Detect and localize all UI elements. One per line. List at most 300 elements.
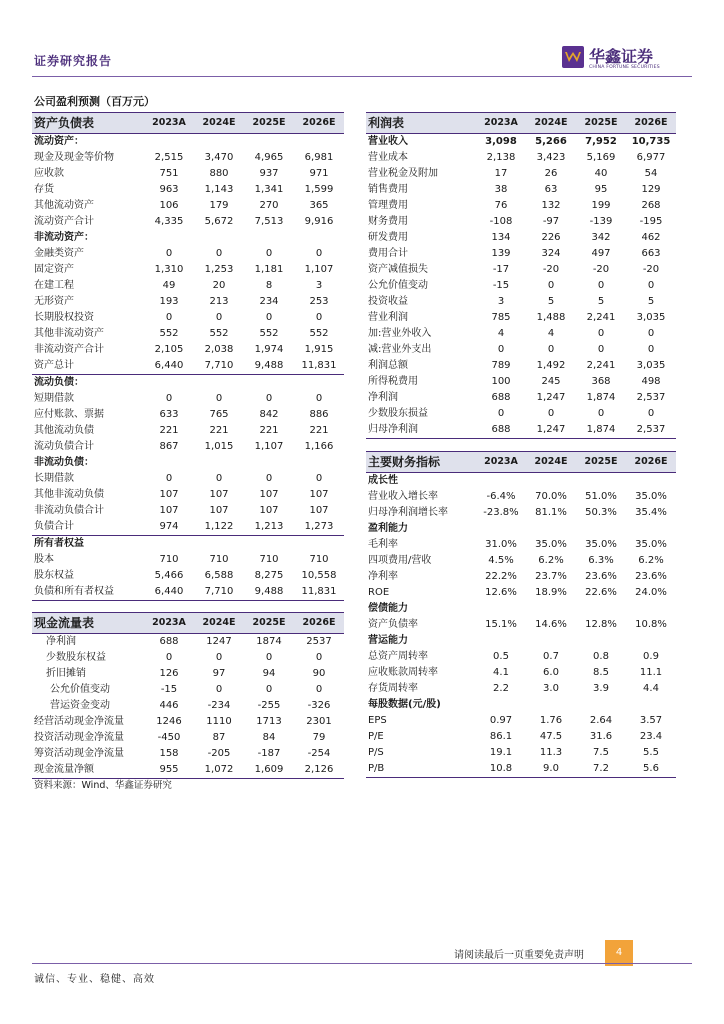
cell-value: 1,874 <box>586 392 616 403</box>
cell-value: -20 <box>542 264 560 275</box>
row-label: 负债合计 <box>34 521 74 532</box>
table-row <box>366 617 676 633</box>
table-row <box>366 505 676 521</box>
cell-value: 842 <box>259 409 279 420</box>
cell-value: 880 <box>209 168 229 179</box>
row-label: 所有者权益 <box>32 536 144 553</box>
cell-value: 0 <box>265 473 273 484</box>
row-label: 资产减值损失 <box>368 264 428 275</box>
cell-value: 2,126 <box>294 762 344 779</box>
cell-value: 937 <box>259 168 279 179</box>
cell-value: 5 <box>597 296 605 307</box>
cell-value: 0 <box>547 344 555 355</box>
row-label: 非流动资产合计 <box>34 344 104 355</box>
year-header: 2023A <box>144 113 194 134</box>
cell-value: 94 <box>262 668 276 679</box>
cell-value <box>144 375 194 392</box>
cell-value: 1,015 <box>204 441 234 452</box>
table-row <box>32 391 344 407</box>
cell-value: 84 <box>262 732 276 743</box>
table-header-row <box>366 113 676 134</box>
cell-value: 8 <box>265 280 273 291</box>
cell-value: 24.0% <box>635 587 667 598</box>
cell-value: 710 <box>259 554 279 565</box>
year-header: 2026E <box>294 613 344 634</box>
cell-value: 688 <box>476 422 526 439</box>
cell-value: 7,513 <box>254 216 284 227</box>
footer-divider <box>32 963 692 964</box>
cell-value: 552 <box>209 328 229 339</box>
row-label: ROE <box>368 587 390 598</box>
table-row <box>366 553 676 569</box>
row-label: 无形资产 <box>34 296 74 307</box>
table-row <box>366 633 676 649</box>
cell-value: 0 <box>165 652 173 663</box>
table-row <box>366 601 676 617</box>
table-row <box>366 521 676 537</box>
cell-value <box>244 134 294 151</box>
cell-value: 3.57 <box>639 715 663 726</box>
cell-value: 1,247 <box>526 422 576 439</box>
row-label: 在建工程 <box>34 280 74 291</box>
cell-value: 0 <box>165 393 173 404</box>
cell-value: 2,038 <box>204 344 234 355</box>
row-label: 投资收益 <box>368 296 408 307</box>
row-label: 营运能力 <box>368 635 408 646</box>
row-label: 应收款 <box>34 168 64 179</box>
cell-value <box>576 521 626 537</box>
cell-value: 1,915 <box>304 344 334 355</box>
table-row <box>32 682 344 698</box>
cell-value: 179 <box>209 200 229 211</box>
cell-value: 5,466 <box>154 570 184 581</box>
cell-value <box>244 455 294 471</box>
cell-value: 0 <box>315 473 323 484</box>
cell-value: 63 <box>544 184 558 195</box>
cell-value: 97 <box>212 668 226 679</box>
cell-value: 3 <box>315 280 323 291</box>
cell-value: 633 <box>159 409 179 420</box>
table-row <box>366 713 676 729</box>
cell-value <box>626 601 676 617</box>
row-label: 净利润 <box>368 392 398 403</box>
table-row <box>32 634 344 651</box>
cell-value: 35.0% <box>635 539 667 550</box>
table-header-row <box>32 113 344 134</box>
cell-value: 31.0% <box>485 539 517 550</box>
cell-value: -23.8% <box>483 507 519 518</box>
table-row <box>366 665 676 681</box>
cell-value: 462 <box>641 232 661 243</box>
cell-value: 132 <box>541 200 561 211</box>
cell-value: 0 <box>497 344 505 355</box>
row-label: 营业成本 <box>368 152 408 163</box>
cell-value: 2,241 <box>586 360 616 371</box>
logo-icon <box>562 46 584 68</box>
row-label: 四项费用/营收 <box>368 555 432 566</box>
table-row <box>32 278 344 294</box>
cell-value <box>244 230 294 246</box>
cell-value <box>244 375 294 392</box>
cell-value: 11,831 <box>294 584 344 601</box>
cell-value: 129 <box>641 184 661 195</box>
cell-value: -254 <box>307 748 331 759</box>
table-row <box>32 714 344 730</box>
row-label: 营业收入增长率 <box>368 491 438 502</box>
cell-value: 35.0% <box>535 539 567 550</box>
cell-value: -6.4% <box>486 491 516 502</box>
cell-value: 1,107 <box>304 264 334 275</box>
cell-value: 0 <box>215 393 223 404</box>
cell-value: 0 <box>647 408 655 419</box>
cell-value: -97 <box>542 216 560 227</box>
cell-value <box>526 601 576 617</box>
cell-value: -139 <box>589 216 613 227</box>
cell-value: 9,488 <box>244 584 294 601</box>
cell-value: 18.9% <box>535 587 567 598</box>
cell-value <box>476 697 526 713</box>
cell-value: 0 <box>597 280 605 291</box>
cell-value: 107 <box>309 489 329 500</box>
cell-value: 1,253 <box>204 264 234 275</box>
cell-value: 2537 <box>306 636 332 647</box>
cell-value: 7,710 <box>194 584 244 601</box>
row-label: 现金流量净额 <box>32 762 144 779</box>
table-row <box>32 358 344 375</box>
cell-value: -195 <box>639 216 663 227</box>
cell-value: 221 <box>259 425 279 436</box>
cell-value: 2.64 <box>589 715 613 726</box>
cell-value: 4 <box>497 328 505 339</box>
table-row <box>366 294 676 310</box>
row-label: 长期借款 <box>34 473 74 484</box>
cell-value: 368 <box>591 376 611 387</box>
year-header: 2024E <box>526 113 576 134</box>
table-row <box>366 697 676 713</box>
cell-value: 95 <box>594 184 608 195</box>
cell-value: 107 <box>259 489 279 500</box>
table-row <box>366 342 676 358</box>
cell-value: 0 <box>647 344 655 355</box>
cell-value: 0 <box>497 408 505 419</box>
cell-value: 8,275 <box>254 570 284 581</box>
cell-value: 22.6% <box>585 587 617 598</box>
cell-value: 106 <box>159 200 179 211</box>
cell-value: -17 <box>492 264 510 275</box>
table-row <box>32 166 344 182</box>
row-label: 营运资金变动 <box>50 700 110 711</box>
cell-value <box>576 633 626 649</box>
cell-value: 1247 <box>206 636 232 647</box>
cell-value: 2301 <box>306 716 332 727</box>
table-row <box>32 423 344 439</box>
table-row <box>32 134 344 151</box>
cell-value: 107 <box>159 505 179 516</box>
cell-value: 6,588 <box>204 570 234 581</box>
cell-value: 17 <box>494 168 508 179</box>
data-source-note: 资料来源：Wind、华鑫证券研究 <box>34 780 172 791</box>
balance-sheet-table <box>32 112 344 601</box>
cell-value: 1,166 <box>304 441 334 452</box>
row-label: 短期借款 <box>34 393 74 404</box>
row-label: 净利率 <box>368 571 398 582</box>
cell-value: -450 <box>157 732 181 743</box>
cell-value: 0 <box>215 312 223 323</box>
table-row <box>366 406 676 422</box>
cell-value: 221 <box>309 425 329 436</box>
row-label: 公允价值变动 <box>50 684 110 695</box>
row-label: 非流动负债： <box>34 457 94 468</box>
cell-value: 342 <box>591 232 611 243</box>
row-label: 其他非流动负债 <box>34 489 104 500</box>
cell-value: 0.8 <box>593 651 609 662</box>
row-label: 少数股东损益 <box>368 408 428 419</box>
cell-value: 0 <box>215 684 223 695</box>
table-header-row <box>366 452 676 473</box>
cell-value: 6.3% <box>588 555 614 566</box>
cell-value: 35.0% <box>585 539 617 550</box>
table-row <box>32 326 344 342</box>
cell-value: 867 <box>159 441 179 452</box>
row-label: 存货周转率 <box>368 683 418 694</box>
cell-value: 0 <box>597 344 605 355</box>
cell-value: 1713 <box>256 716 282 727</box>
cell-value: 49 <box>162 280 176 291</box>
table-row <box>366 569 676 585</box>
table-row <box>366 745 676 761</box>
cell-value <box>576 697 626 713</box>
cell-value: 86.1 <box>489 731 513 742</box>
cell-value <box>144 230 194 246</box>
table-row <box>32 552 344 568</box>
cell-value: 11.3 <box>539 747 563 758</box>
table-row <box>366 761 676 778</box>
table-row <box>32 503 344 519</box>
cell-value: 199 <box>591 200 611 211</box>
cell-value: 31.6 <box>589 731 613 742</box>
cell-value: -108 <box>489 216 513 227</box>
row-label: 偿债能力 <box>368 603 408 614</box>
cell-value: 12.6% <box>485 587 517 598</box>
cell-value: 0 <box>315 684 323 695</box>
cell-value: 81.1% <box>535 507 567 518</box>
table-row <box>366 198 676 214</box>
table-row <box>32 198 344 214</box>
cell-value: 268 <box>641 200 661 211</box>
cell-value <box>144 536 194 553</box>
cell-value: 9,488 <box>254 360 284 371</box>
row-label: 经营活动现金净流量 <box>34 716 124 727</box>
year-header: 2025E <box>244 613 294 634</box>
table-row <box>32 698 344 714</box>
table-title: 资产负债表 <box>32 113 144 134</box>
table-row <box>32 375 344 392</box>
table-row <box>366 729 676 745</box>
cell-value: 0.5 <box>493 651 509 662</box>
cell-value: 1,488 <box>536 312 566 323</box>
cell-value: 710 <box>159 554 179 565</box>
cell-value <box>576 473 626 490</box>
cell-value: 0 <box>315 393 323 404</box>
cell-value: 552 <box>159 328 179 339</box>
cell-value: 3,035 <box>636 360 666 371</box>
cell-value: 47.5 <box>539 731 563 742</box>
row-label: 投资活动现金净流量 <box>34 732 124 743</box>
cell-value: 688 <box>159 636 179 647</box>
cell-value: -326 <box>307 700 331 711</box>
cell-value: 971 <box>309 168 329 179</box>
cell-value: 90 <box>312 668 326 679</box>
cell-value: 446 <box>159 700 179 711</box>
table-row <box>366 230 676 246</box>
table-row <box>366 310 676 326</box>
row-label: 净利润 <box>46 636 76 647</box>
logo-text: 华鑫证券 <box>589 47 654 66</box>
table-title: 现金流量表 <box>32 613 144 634</box>
cell-value: 0 <box>647 328 655 339</box>
cell-value: 688 <box>491 392 511 403</box>
cell-value: 963 <box>159 184 179 195</box>
cell-value: 0.9 <box>643 651 659 662</box>
table-row <box>366 262 676 278</box>
cell-value <box>526 633 576 649</box>
report-type-title: 证券研究报告 <box>34 54 113 68</box>
table-row <box>366 150 676 166</box>
year-header: 2023A <box>144 613 194 634</box>
cell-value: 1,974 <box>254 344 284 355</box>
cell-value: 6,977 <box>636 152 666 163</box>
table-row <box>32 310 344 326</box>
cell-value: 0 <box>265 684 273 695</box>
cell-value: 9.0 <box>526 761 576 778</box>
cash-flow-table <box>32 612 344 779</box>
table-row <box>32 650 344 666</box>
row-label: 每股数据(元/股) <box>368 699 441 710</box>
cell-value: 221 <box>159 425 179 436</box>
cell-value <box>294 134 344 151</box>
cell-value: 6,440 <box>144 584 194 601</box>
cell-value: 497 <box>591 248 611 259</box>
cell-value: 14.6% <box>535 619 567 630</box>
cell-value: 0 <box>165 248 173 259</box>
cell-value: 2,537 <box>636 392 666 403</box>
cell-value: 35.4% <box>635 507 667 518</box>
cell-value: 76 <box>494 200 508 211</box>
year-header: 2025E <box>576 113 626 134</box>
row-label: 所得税费用 <box>368 376 418 387</box>
cell-value: 7,710 <box>204 360 234 371</box>
cell-value <box>194 375 244 392</box>
cell-value: 5,266 <box>535 136 567 147</box>
cell-value: 365 <box>309 200 329 211</box>
year-header: 2023A <box>476 113 526 134</box>
cell-value: 8.5 <box>593 667 609 678</box>
cell-value: 3.9 <box>593 683 609 694</box>
cell-value: 5,672 <box>204 216 234 227</box>
table-title: 利润表 <box>366 113 476 134</box>
table-row <box>366 537 676 553</box>
year-header: 2024E <box>194 613 244 634</box>
row-label: 应收账款周转率 <box>368 667 438 678</box>
row-label: 存货 <box>34 184 54 195</box>
cell-value: 1,213 <box>254 521 284 532</box>
cell-value: 0 <box>215 652 223 663</box>
cell-value: 1,181 <box>254 264 284 275</box>
cell-value: 324 <box>541 248 561 259</box>
cell-value: 710 <box>209 554 229 565</box>
cell-value: -187 <box>257 748 281 759</box>
cell-value <box>194 455 244 471</box>
cell-value: 2,241 <box>586 312 616 323</box>
table-row <box>366 473 676 490</box>
cell-value: 663 <box>641 248 661 259</box>
cell-value: 2.2 <box>493 683 509 694</box>
cell-value: 785 <box>491 312 511 323</box>
row-label: 金融类资产 <box>34 248 84 259</box>
cell-value: 1874 <box>256 636 282 647</box>
cell-value: 20 <box>212 280 226 291</box>
table-row <box>366 649 676 665</box>
table-row <box>32 487 344 503</box>
cell-value: 79 <box>312 732 326 743</box>
row-label: 负债和所有者权益 <box>32 584 144 601</box>
row-label: P/E <box>368 731 384 742</box>
cell-value: -255 <box>257 700 281 711</box>
cell-value <box>476 601 526 617</box>
cell-value: 193 <box>159 296 179 307</box>
cell-value: 213 <box>209 296 229 307</box>
table-row <box>32 568 344 584</box>
cell-value: 3,098 <box>485 136 517 147</box>
cell-value <box>476 473 526 490</box>
footer-disclaimer: 请阅读最后一页重要免责声明 <box>454 950 584 961</box>
cell-value: 23.6% <box>585 571 617 582</box>
table-row <box>366 585 676 601</box>
row-label: 其他非流动资产 <box>34 328 104 339</box>
cell-value: 5 <box>647 296 655 307</box>
cell-value: 1.76 <box>539 715 563 726</box>
cell-value: 226 <box>541 232 561 243</box>
cell-value: 0 <box>215 248 223 259</box>
table-row <box>32 519 344 536</box>
cell-value: 4,965 <box>254 152 284 163</box>
cell-value: 245 <box>541 376 561 387</box>
cell-value: 5,169 <box>586 152 616 163</box>
table-row <box>32 246 344 262</box>
cell-value <box>476 633 526 649</box>
cell-value: 12.8% <box>585 619 617 630</box>
cell-value: 15.1% <box>485 619 517 630</box>
cell-value <box>626 521 676 537</box>
table-row <box>32 666 344 682</box>
row-label: 应付账款、票据 <box>34 409 104 420</box>
cell-value: 0 <box>315 312 323 323</box>
cell-value: 765 <box>209 409 229 420</box>
cell-value: 11,831 <box>301 360 337 371</box>
row-label: 营业税金及附加 <box>368 168 438 179</box>
cell-value: 50.3% <box>585 507 617 518</box>
cell-value: 4.5% <box>488 555 514 566</box>
cell-value: 107 <box>159 489 179 500</box>
cell-value <box>244 536 294 553</box>
cell-value: 0 <box>315 652 323 663</box>
row-label: 现金及现金等价物 <box>34 152 114 163</box>
cell-value: 26 <box>544 168 558 179</box>
table-row <box>32 214 344 230</box>
table-row <box>32 584 344 601</box>
key-ratios-table <box>366 451 676 778</box>
cell-value: 0.97 <box>489 715 513 726</box>
